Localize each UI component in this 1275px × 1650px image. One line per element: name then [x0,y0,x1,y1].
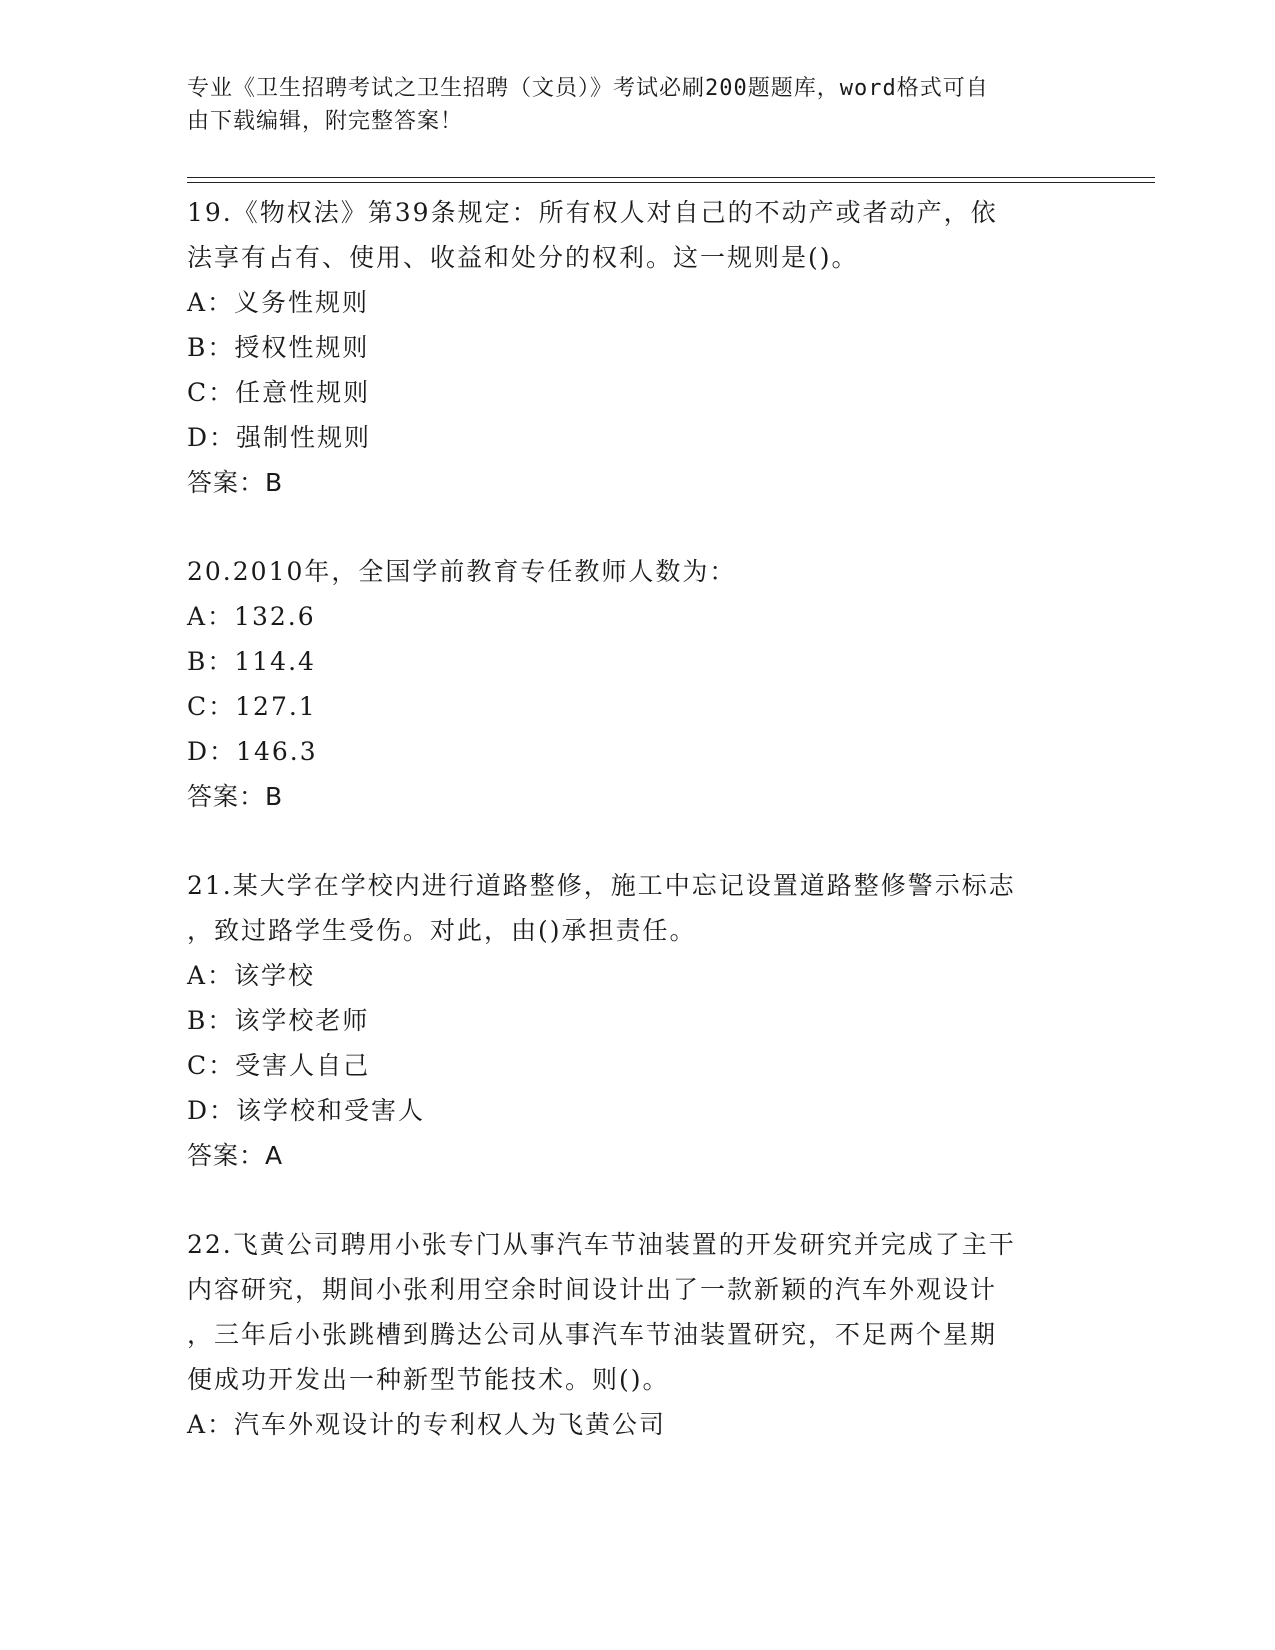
option-d: D：146.3 [187,737,318,766]
header-divider-top [187,177,1155,178]
question-stem-line: ，致过路学生受伤。对此，由()承担责任。 [187,916,697,945]
header-divider-bottom [187,182,1155,183]
question-22 [187,1222,1087,1447]
option-d: D：强制性规则 [187,423,372,452]
header-line-2: 由下载编辑，附完整答案！ [187,109,464,134]
option-d: D：该学校和受害人 [187,1096,426,1125]
option-b: B：该学校老师 [187,1006,370,1035]
option-a: A：132.6 [187,602,316,631]
question-stem-line: ，三年后小张跳槽到腾达公司从事汽车节油装置研究，不足两个星期 [187,1320,998,1349]
question-stem-line: 法享有占有、使用、收益和处分的权利。这一规则是()。 [187,243,859,272]
option-b: B：114.4 [187,647,316,676]
header-line-1: 专业《卫生招聘考试之卫生招聘（文员）》考试必刷200题题库，word格式可自 [187,76,989,101]
option-a: A：义务性规则 [187,288,370,317]
answer-line: 答案：A [187,1141,284,1170]
option-a: A：该学校 [187,961,316,990]
question-21 [187,863,1087,1178]
question-stem-line: 便成功开发出一种新型节能技术。则()。 [187,1365,670,1394]
answer-line: 答案：B [187,782,284,811]
document-header [187,72,1067,138]
option-c: C：127.1 [187,692,317,721]
question-20 [187,549,1087,819]
question-stem-line: 22.飞黄公司聘用小张专门从事汽车节油装置的开发研究并完成了主干 [187,1230,1016,1259]
option-c: C：受害人自己 [187,1051,371,1080]
option-a: A：汽车外观设计的专利权人为飞黄公司 [187,1410,667,1439]
question-19 [187,190,1087,505]
question-stem-line: 21.某大学在学校内进行道路整修，施工中忘记设置道路整修警示标志 [187,871,1016,900]
question-stem-line: 19.《物权法》第39条规定：所有权人对自己的不动产或者动产，依 [187,198,998,227]
answer-line: 答案：B [187,468,284,497]
question-stem-line: 内容研究，期间小张利用空余时间设计出了一款新颖的汽车外观设计 [187,1275,998,1304]
question-list [187,190,1087,1491]
option-c: C：任意性规则 [187,378,371,407]
question-stem-line: 20.2010年，全国学前教育专任教师人数为： [187,557,737,586]
option-b: B：授权性规则 [187,333,370,362]
